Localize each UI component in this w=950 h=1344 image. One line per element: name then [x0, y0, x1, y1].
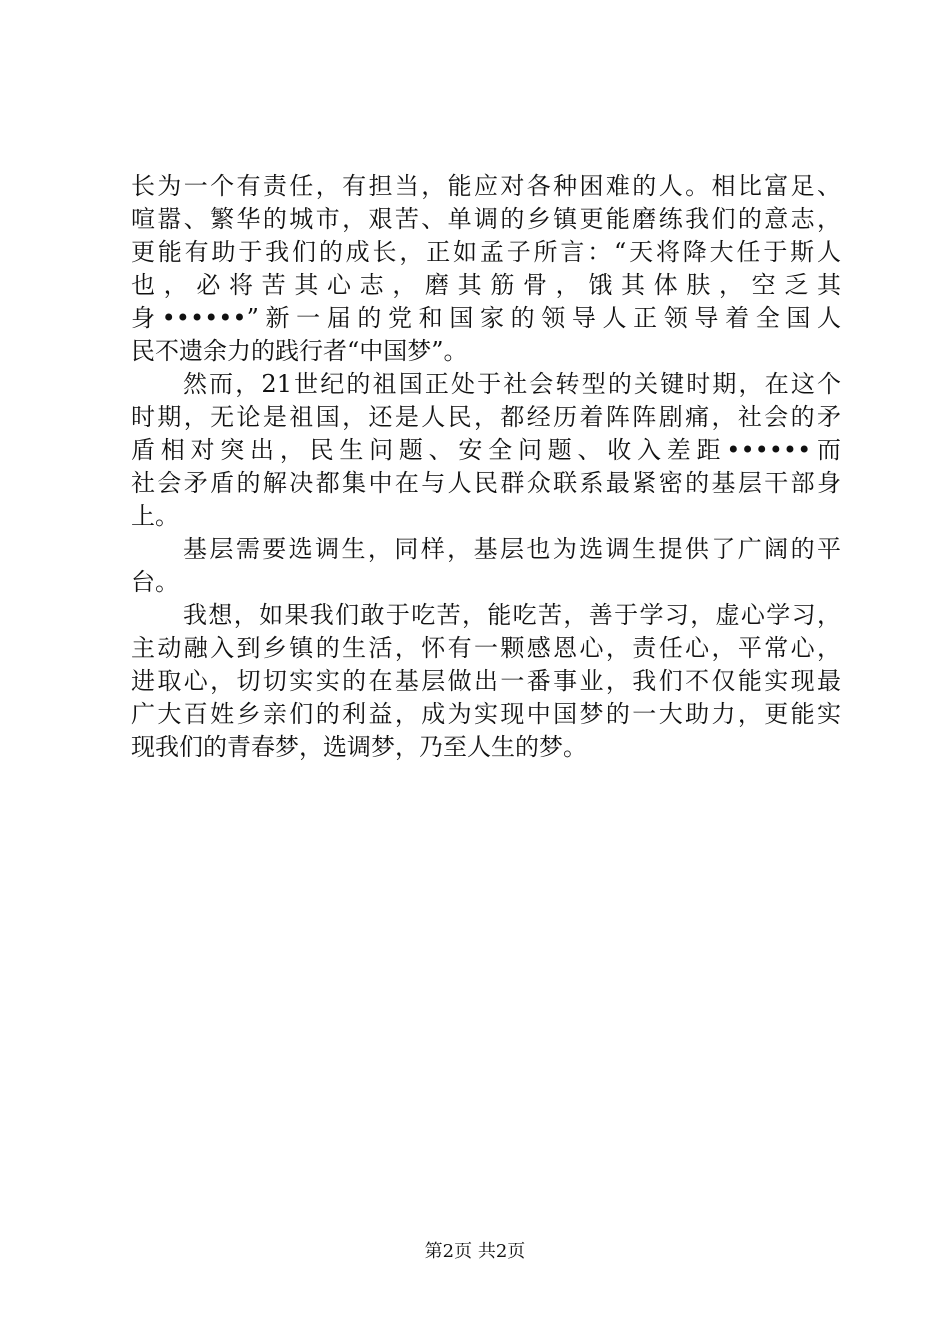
text-line: 基层需要选调生，同样，基层也为选调生提供了广阔的平 — [183, 535, 841, 563]
text-line: 更能有助于我们的成长，正如孟子所言：“天将降大任于斯人 — [131, 238, 841, 266]
text-line: 也，必将苦其心志，磨其筋骨，饿其体肤，空乏其 — [131, 271, 841, 299]
text-line: 上。 — [131, 502, 179, 530]
text-line: 广大百姓乡亲们的利益，成为实现中国梦的一大助力，更能实 — [131, 700, 841, 728]
text-line: 时期，无论是祖国，还是人民，都经历着阵阵剧痛，社会的矛 — [131, 403, 841, 431]
body-text — [131, 170, 841, 764]
text-line: 我想，如果我们敢于吃苦，能吃苦，善于学习，虚心学习， — [183, 601, 841, 629]
page-footer: 第2页 共2页 — [424, 1241, 526, 1262]
text-line: 然而，21世纪的祖国正处于社会转型的关键时期，在这个 — [183, 370, 841, 398]
text-line: 现我们的青春梦，选调梦，乃至人生的梦。 — [131, 733, 587, 761]
text-line: 民不遗余力的践行者“中国梦”。 — [131, 337, 468, 365]
text-line: 身••••••”新一届的党和国家的领导人正领导着全国人 — [131, 304, 841, 332]
text-line: 主动融入到乡镇的生活，怀有一颗感恩心，责任心，平常心， — [131, 634, 841, 662]
text-line: 喧嚣、繁华的城市，艰苦、单调的乡镇更能磨练我们的意志， — [131, 205, 841, 233]
text-line: 进取心，切切实实的在基层做出一番事业，我们不仅能实现最 — [131, 667, 841, 695]
text-line: 长为一个有责任，有担当，能应对各种困难的人。相比富足、 — [131, 172, 841, 200]
text-line: 社会矛盾的解决都集中在与人民群众联系最紧密的基层干部身 — [131, 469, 841, 497]
text-line: 盾相对突出，民生问题、安全问题、收入差距••••••而 — [131, 436, 841, 464]
text-line: 台。 — [131, 568, 179, 596]
